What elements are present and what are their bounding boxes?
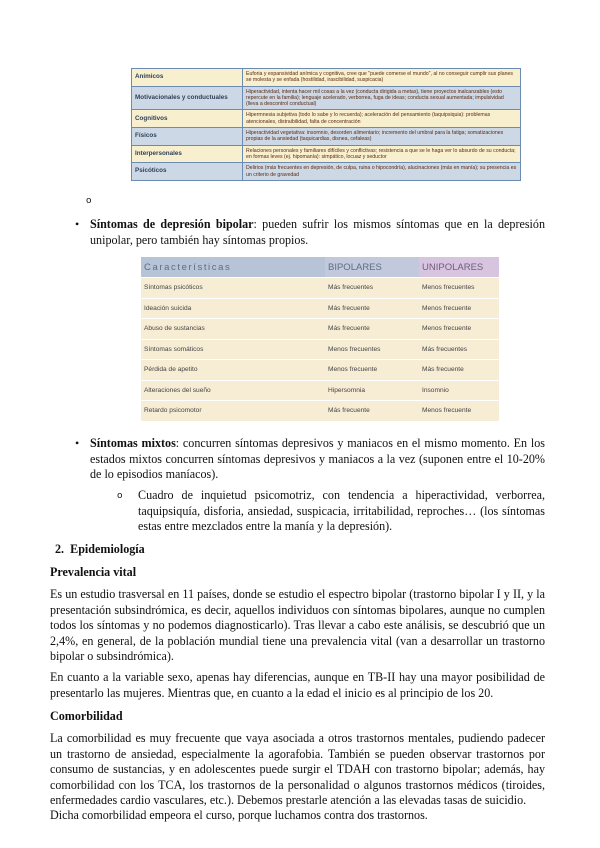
section-number: 2. [55,542,65,556]
bipolar-unipolar-table [141,257,499,422]
table-cell: Retardo psicomotor [141,401,325,422]
mania-symptoms-table [131,68,521,181]
table-row [141,319,499,340]
table-cell-value: Delirios (más frecuentes en depresión, de culpa, ruina o hipocondría), alucinaciones (más en manía); su presencia es un criterio de gravedad [243,163,521,181]
table-cell-value: Hiperactividad vegetativa: insomnio, desorden alimentario; incremento del umbral para la fatiga; somatizaciones propias de la ansiedad (taquicardias, disnea, cefaleas) [243,128,521,146]
table-cell: Pérdida de apetito [141,360,325,381]
table-cell-value: Hiperactividad, intenta hacer mil cosas a la vez (conducta dirigida a metas), tiene proyectos inalcanzables (esto repercute en la familia); lenguaje acelerado, verborrea, fuga de ideas; conducta sexual aumentada; impulsividad (lleva a descontrol conductual) [243,86,521,110]
table-cell-key: Cognitivos [132,110,243,128]
table-row [132,110,521,128]
section-heading [55,542,145,557]
table-cell: Alteraciones del sueño [141,380,325,401]
sub-bullet-marker: o [117,491,123,501]
table-row [132,145,521,163]
table-row [132,128,521,146]
comorbilidad-heading: Comorbilidad [50,709,123,723]
table-cell: Menos frecuentes [419,278,499,299]
table-header-cell: BIPOLARES [325,257,419,278]
table-row [132,86,521,110]
table-cell-value: Hipermnesia subjetiva (todo lo sabe y lo recuerda); aceleración del pensamiento (taquipsiquia): problemas atencionales, distraibilidad, falta de concentración [243,110,521,128]
table-cell-key: Interpersonales [132,145,243,163]
table-row [141,401,499,422]
table-cell: Menos frecuente [419,401,499,422]
sub-bullet-marker: o [86,196,92,206]
table-cell: Síntomas somáticos [141,339,325,360]
table-cell: Menos frecuentes [325,339,419,360]
table-cell-value: Euforia y expansividad anímica y cognitiva, cree que "puede comerse el mundo", al no conseguir cumplir sus planes se molesta y se enfada (hostilidad, irascibilidad, suspicacia) [243,69,521,87]
table-cell: Más frecuente [325,319,419,340]
table-row [132,69,521,87]
table-cell-key: Físicos [132,128,243,146]
table-row [141,278,499,299]
table-cell: Más frecuente [325,298,419,319]
table-cell-value: Relaciones personales y familiares difíciles y conflictivas; resistencia a que se le haga ver lo absurdo de su conducta; en formas leves (ej. hipomanía): simpático, locuaz y seductor [243,145,521,163]
table-row [141,298,499,319]
comorbilidad-paragraph-2: Dicha comorbilidad empeora el curso, porque luchamos contra dos trastornos. [50,808,428,822]
bullet-dot-icon: • [75,436,80,450]
table-cell: Más frecuentes [419,339,499,360]
table-cell: Menos frecuente [419,298,499,319]
table-cell: Más frecuentes [325,278,419,299]
table-header-row [141,257,499,278]
prevalencia-heading: Prevalencia vital [50,565,137,579]
table-cell: Más frecuente [419,360,499,381]
table-row [132,163,521,181]
mixtos-bullet [90,436,545,483]
mixtos-text: : concurren síntomas depresivos y maniacos en el mismo momento. En los estados mixtos concurren síntomas depresivos y maniacos a la vez (suponen entre el 10-20% de lo episodios maníacos). [90,436,546,482]
bipolar-bullet [90,217,545,248]
bullet-dot-icon: • [75,217,80,231]
table-cell: Síntomas psicóticos [141,278,325,299]
table-cell: Ideación suicida [141,298,325,319]
table-cell: Insomnio [419,380,499,401]
table-header-cell: UNIPOLARES [419,257,499,278]
table-cell: Abuso de sustancias [141,319,325,340]
table-cell-key: Anímicos [132,69,243,87]
bipolar-term: Síntomas de depresión bipolar [90,217,254,231]
prevalencia-paragraph-1: Es un estudio trasversal en 11 países, donde se estudio el espectro bipolar (trastorno bipolar I y II, y la presentación subsindrómica, es decir, aquellos individuos con síntomas bipolares, aunque no cumplen todos los síntomas y no podemos diagnosticarlo). Tras llevar a cabo este análisis, se descubrió que un 2,4%, en general, de la población mundial tiene una prevalencia vital (van a desarrollar un trastorno bipolar o subsindrómica). [50,587,545,664]
table-row [141,380,499,401]
bipolar-text: : pueden sufrir los mismos síntomas que en la depresión unipolar, pero también hay síntomas propios. [90,217,545,247]
mixtos-sub-item: Cuadro de inquietud psicomotriz, con tendencia a hiperactividad, verborrea, taquipsiquía, disforia, ansiedad, suspicacia, irritabilidad, reproches… (los síntomas estas entre mezclados entre la manía y la depresión). [138,488,545,534]
table-header-cell: Características [141,257,325,278]
table-cell: Más frecuente [325,401,419,422]
table-cell-key: Motivacionales y conductuales [132,86,243,110]
section-title: Epidemiología [70,542,145,556]
table-cell: Menos frecuente [419,319,499,340]
table-cell: Menos frecuente [325,360,419,381]
table-cell: Hipersomnia [325,380,419,401]
table-cell-key: Psicóticos [132,163,243,181]
comorbilidad-paragraph-1: La comorbilidad es muy frecuente que vaya asociada a otros trastornos mentales, pudiendo padecer un trastorno de ansiedad, especialmente la agorafobia. También se pueden observar trastornos por consumo de sustancias, y en adolescentes puede surgir el TDAH con trastorno bipolar; además, hay comorbilidad con los TCA, los trastornos de la personalidad o algunos trastornos médicos (tiroides, enfermedades cardio vasculares, etc.). Debemos prestarle atención a las elevadas tasas de suicidio. [50,731,545,808]
mixtos-term: Síntomas mixtos [90,436,176,450]
prevalencia-paragraph-2: En cuanto a la variable sexo, apenas hay diferencias, aunque en TB-II hay una mayor posibilidad de presentarlo las mujeres. Mientras que, en cuanto a la edad el inicio es al principio de los 20. [50,670,545,700]
table-row [141,360,499,381]
table-row [141,339,499,360]
